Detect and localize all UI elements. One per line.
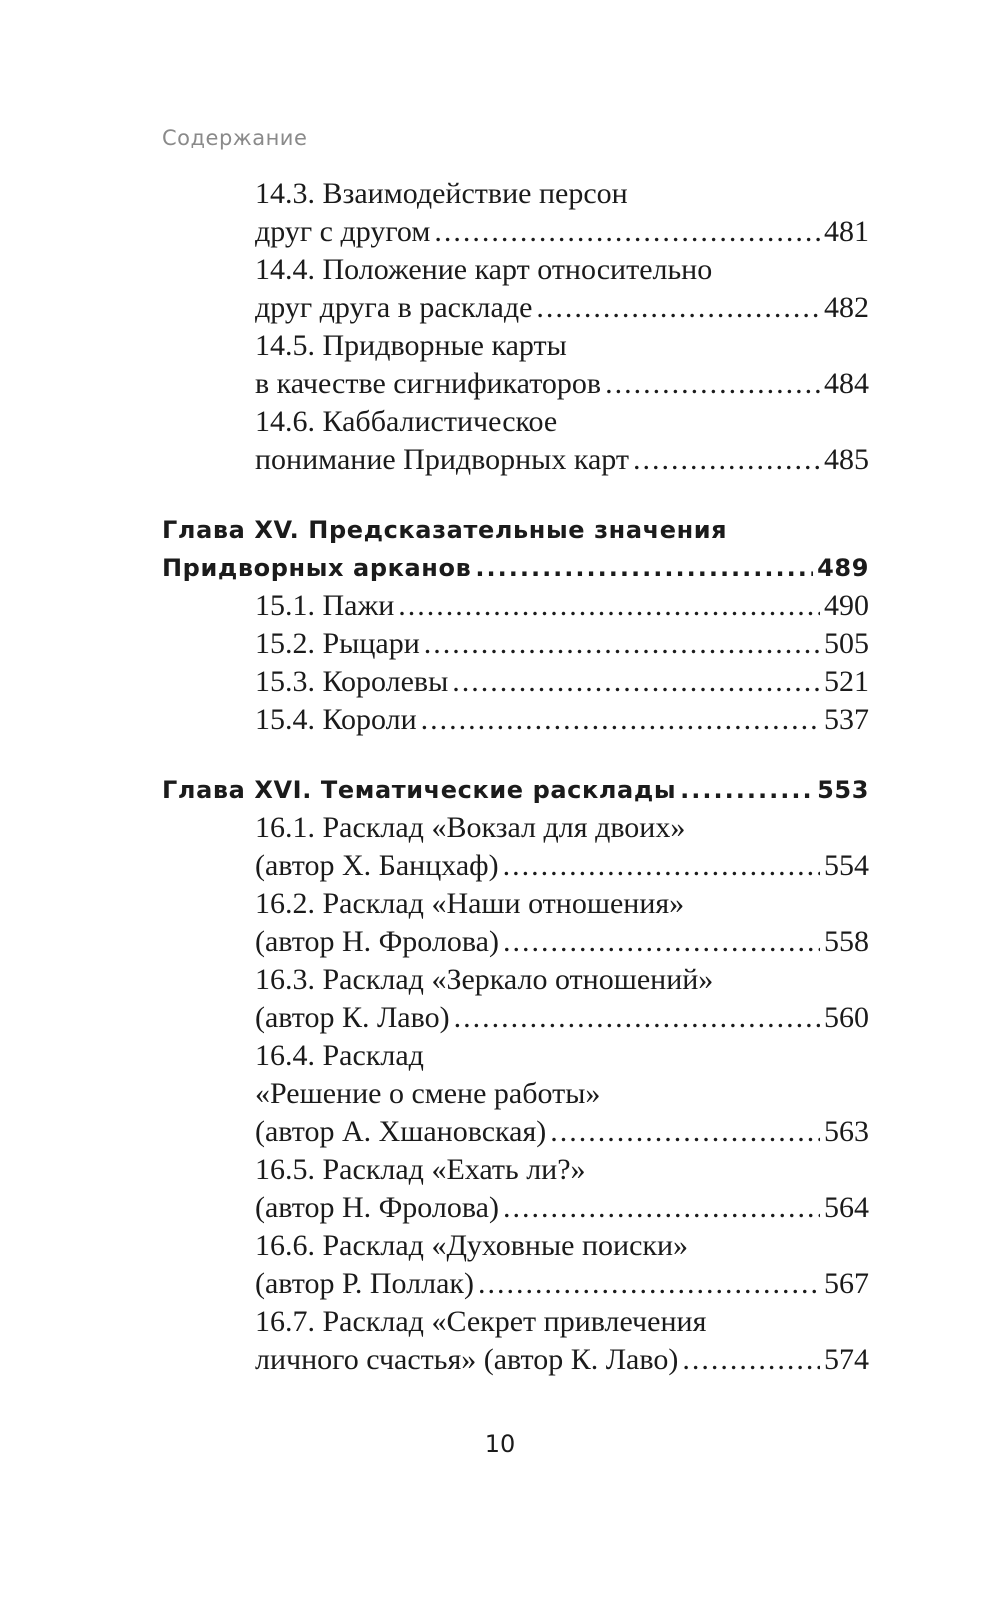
toc-page-number: 564 <box>824 1191 869 1224</box>
toc-entry <box>162 1151 869 1227</box>
dot-leader <box>454 999 820 1037</box>
toc-title-line: 16.2. Расклад «Наши отношения» <box>255 887 685 920</box>
toc-page-number: 484 <box>824 367 869 400</box>
toc-leader-line <box>162 1189 869 1227</box>
toc-leader-line <box>162 213 869 251</box>
toc-leader-line <box>162 1341 869 1379</box>
toc-leader-line <box>162 923 869 961</box>
toc-leader-line <box>162 663 869 701</box>
dot-leader <box>503 847 820 885</box>
toc-page-number: 563 <box>824 1115 869 1148</box>
dot-leader <box>424 625 820 663</box>
toc-title-line: 16.7. Расклад «Секрет привлечения <box>255 1305 707 1338</box>
toc-leader-line <box>162 587 869 625</box>
toc-page-number: 490 <box>824 589 869 622</box>
toc-leader-line <box>162 441 869 479</box>
toc-title-line: 14.6. Каббалистическое <box>255 405 558 438</box>
dot-leader <box>478 1265 820 1303</box>
toc-page-number: 481 <box>824 215 869 248</box>
toc-leader-line <box>162 847 869 885</box>
toc-title-line: (автор Н. Фролова) <box>255 925 499 958</box>
toc-leader-line <box>162 771 869 809</box>
toc-title-line: личного счастья» (автор К. Лаво) <box>255 1343 679 1376</box>
toc-title-line: 16.5. Расклад «Ехать ли?» <box>255 1153 586 1186</box>
toc-title-line: 15.1. Пажи <box>255 589 395 622</box>
toc-leader-line <box>162 1113 869 1151</box>
toc-title-line: друг друга в раскладе <box>255 291 533 324</box>
toc-title-line: «Решение о смене работы» <box>255 1077 601 1110</box>
toc-page-number: 521 <box>824 665 869 698</box>
toc-entry <box>162 327 869 403</box>
toc-chapter <box>162 511 869 587</box>
toc-title-line: 16.6. Расклад «Духовные поиски» <box>255 1229 689 1262</box>
toc-title-line: 16.1. Расклад «Вокзал для двоих» <box>255 811 686 844</box>
toc-leader-line <box>162 549 869 587</box>
toc-entry <box>162 961 869 1037</box>
toc-title-line: (автор Н. Фролова) <box>255 1191 499 1224</box>
toc-title-line: Глава XVI. Тематические расклады <box>162 776 677 804</box>
toc-entry <box>162 885 869 961</box>
toc-entry <box>162 701 869 739</box>
toc-leader-line <box>162 701 869 739</box>
toc-page-number: 537 <box>824 703 869 736</box>
toc-page-number: 558 <box>824 925 869 958</box>
toc-title-line: понимание Придворных карт <box>255 443 629 476</box>
table-of-contents <box>162 175 869 1379</box>
dot-leader <box>680 771 813 809</box>
toc-entry <box>162 587 869 625</box>
dot-leader <box>605 365 820 403</box>
toc-title-line: (автор А. Хшановская) <box>255 1115 547 1148</box>
dot-leader <box>452 663 820 701</box>
toc-entry <box>162 1303 869 1379</box>
toc-title-line: 15.3. Королевы <box>255 665 449 698</box>
toc-title-line: (автор Р. Поллак) <box>255 1267 474 1300</box>
toc-title-line: 16.3. Расклад «Зеркало отношений» <box>255 963 714 996</box>
toc-entry <box>162 251 869 327</box>
toc-chapter <box>162 771 869 809</box>
dot-leader <box>550 1113 820 1151</box>
toc-title-line: 16.4. Расклад <box>255 1039 424 1072</box>
dot-leader <box>633 441 820 479</box>
dot-leader <box>434 213 820 251</box>
toc-leader-line <box>162 289 869 327</box>
dot-leader <box>475 549 813 587</box>
toc-page-number: 567 <box>824 1267 869 1300</box>
dot-leader <box>398 587 820 625</box>
dot-leader <box>682 1341 820 1379</box>
toc-title-line: 14.5. Придворные карты <box>255 329 567 362</box>
toc-page-number: 489 <box>817 554 869 582</box>
toc-page-number: 554 <box>824 849 869 882</box>
toc-title-line: друг с другом <box>255 215 431 248</box>
toc-entry <box>162 625 869 663</box>
toc-title-line: 15.4. Короли <box>255 703 417 736</box>
dot-leader <box>503 1189 820 1227</box>
toc-entry <box>162 809 869 885</box>
toc-entry <box>162 1227 869 1303</box>
toc-page-number: 553 <box>817 776 869 804</box>
toc-page-number: 574 <box>824 1343 869 1376</box>
toc-title-line: Придворных арканов <box>162 554 472 582</box>
toc-entry <box>162 1037 869 1151</box>
toc-leader-line <box>162 999 869 1037</box>
toc-title-line: 14.4. Положение карт относительно <box>255 253 713 286</box>
toc-page-number: 560 <box>824 1001 869 1034</box>
toc-leader-line <box>162 1265 869 1303</box>
toc-page-number: 505 <box>824 627 869 660</box>
toc-entry <box>162 175 869 251</box>
toc-title-line: 14.3. Взаимодействие персон <box>255 177 628 210</box>
toc-page-number: 482 <box>824 291 869 324</box>
toc-page-number: 485 <box>824 443 869 476</box>
toc-title-line: (автор Х. Банцхаф) <box>255 849 499 882</box>
toc-entry <box>162 403 869 479</box>
running-head: Содержание <box>162 126 308 150</box>
toc-leader-line <box>162 365 869 403</box>
toc-leader-line <box>162 625 869 663</box>
dot-leader <box>421 701 820 739</box>
toc-title-line: Глава XV. Предсказательные значения <box>162 516 728 544</box>
toc-title-line: (автор К. Лаво) <box>255 1001 450 1034</box>
dot-leader <box>503 923 820 961</box>
toc-title-line: в качестве сигнификаторов <box>255 367 602 400</box>
dot-leader <box>536 289 820 327</box>
toc-entry <box>162 663 869 701</box>
page-number: 10 <box>484 1430 516 1458</box>
toc-title-line: 15.2. Рыцари <box>255 627 420 660</box>
